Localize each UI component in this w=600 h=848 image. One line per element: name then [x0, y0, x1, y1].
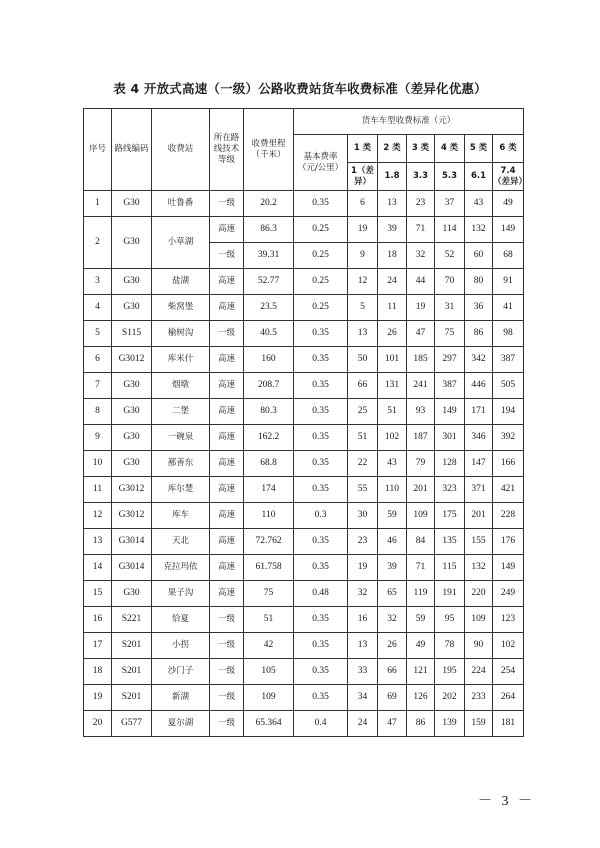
fee-class-1-cell: 34 [348, 685, 378, 711]
fee-class-5-cell: 132 [465, 555, 493, 581]
route-code-cell: S201 [112, 659, 152, 685]
fee-class-5-cell: 43 [465, 191, 493, 217]
header-class-1: 1 类 [348, 135, 378, 163]
fee-class-3-cell: 119 [407, 581, 435, 607]
mileage-cell: 110 [244, 503, 294, 529]
route-code-cell: G3014 [112, 555, 152, 581]
fee-class-4-cell: 31 [435, 295, 465, 321]
fee-class-5-cell: 109 [465, 607, 493, 633]
header-coef-6: 7.4（差异） [493, 163, 524, 191]
fee-class-4-cell: 175 [435, 503, 465, 529]
fee-class-5-cell: 342 [465, 347, 493, 373]
fee-class-6-cell: 181 [493, 711, 524, 737]
fee-class-3-cell: 59 [407, 607, 435, 633]
fee-class-2-cell: 18 [378, 243, 407, 269]
base-rate-cell: 0.4 [294, 711, 348, 737]
fee-class-2-cell: 110 [378, 477, 407, 503]
route-code-cell: S221 [112, 607, 152, 633]
base-rate-cell: 0.35 [294, 555, 348, 581]
fee-class-6-cell: 505 [493, 373, 524, 399]
station-cell: 新湖 [152, 685, 210, 711]
grade-cell: 高速 [210, 581, 244, 607]
base-rate-cell: 0.3 [294, 503, 348, 529]
fee-class-2-cell: 39 [378, 217, 407, 243]
station-cell: 库车 [152, 503, 210, 529]
seq-cell: 15 [84, 581, 112, 607]
header-class-2: 2 类 [378, 135, 407, 163]
page-number: － 3 － [478, 794, 535, 809]
grade-cell: 一级 [210, 321, 244, 347]
header-mileage: 收费里程（千米） [244, 109, 294, 191]
station-cell: 柴窝堡 [152, 295, 210, 321]
fee-class-2-cell: 69 [378, 685, 407, 711]
mileage-cell: 72.762 [244, 529, 294, 555]
station-cell: 天北 [152, 529, 210, 555]
fee-class-4-cell: 202 [435, 685, 465, 711]
station-cell: 沙门子 [152, 659, 210, 685]
table-row [84, 633, 524, 659]
table-row [84, 685, 524, 711]
mileage-cell: 160 [244, 347, 294, 373]
fee-class-6-cell: 392 [493, 425, 524, 451]
route-code-cell: G30 [112, 581, 152, 607]
fee-class-3-cell: 86 [407, 711, 435, 737]
seq-cell: 14 [84, 555, 112, 581]
fee-class-1-cell: 55 [348, 477, 378, 503]
station-cell: 吐鲁番 [152, 191, 210, 217]
fee-class-4-cell: 52 [435, 243, 465, 269]
header-coef-1: 1（差异） [348, 163, 378, 191]
fee-class-2-cell: 32 [378, 607, 407, 633]
fee-class-6-cell: 421 [493, 477, 524, 503]
fee-class-4-cell: 115 [435, 555, 465, 581]
header-class-3: 3 类 [407, 135, 435, 163]
mileage-cell: 42 [244, 633, 294, 659]
grade-cell: 高速 [210, 399, 244, 425]
fee-class-1-cell: 22 [348, 451, 378, 477]
fee-class-1-cell: 13 [348, 321, 378, 347]
fee-class-5-cell: 147 [465, 451, 493, 477]
fee-class-6-cell: 254 [493, 659, 524, 685]
base-rate-cell: 0.25 [294, 295, 348, 321]
fee-class-4-cell: 78 [435, 633, 465, 659]
fee-class-1-cell: 23 [348, 529, 378, 555]
fee-class-1-cell: 16 [348, 607, 378, 633]
base-rate-cell: 0.35 [294, 477, 348, 503]
route-code-cell: S201 [112, 633, 152, 659]
fee-class-3-cell: 44 [407, 269, 435, 295]
table-row [84, 503, 524, 529]
table-row [84, 347, 524, 373]
station-cell: 盐湖 [152, 269, 210, 295]
table-row [84, 217, 524, 243]
fee-class-5-cell: 60 [465, 243, 493, 269]
fee-class-2-cell: 102 [378, 425, 407, 451]
fee-class-1-cell: 32 [348, 581, 378, 607]
fee-class-2-cell: 26 [378, 633, 407, 659]
base-rate-cell: 0.35 [294, 451, 348, 477]
fee-class-1-cell: 19 [348, 555, 378, 581]
grade-cell: 高速 [210, 451, 244, 477]
base-rate-cell: 0.25 [294, 269, 348, 295]
header-route-code: 路线编码 [112, 109, 152, 191]
mileage-cell: 75 [244, 581, 294, 607]
grade-cell: 高速 [210, 347, 244, 373]
seq-cell: 3 [84, 269, 112, 295]
seq-cell: 4 [84, 295, 112, 321]
route-code-cell: S201 [112, 685, 152, 711]
seq-cell: 12 [84, 503, 112, 529]
fee-class-4-cell: 95 [435, 607, 465, 633]
table-title: 表 4 开放式高速（一级）公路收费站货车收费标准（差异化优惠） [113, 81, 487, 96]
fee-class-3-cell: 47 [407, 321, 435, 347]
fee-class-1-cell: 6 [348, 191, 378, 217]
seq-cell: 18 [84, 659, 112, 685]
route-code-cell: G30 [112, 425, 152, 451]
station-cell: 二堡 [152, 399, 210, 425]
mileage-cell: 20.2 [244, 191, 294, 217]
base-rate-cell: 0.25 [294, 217, 348, 243]
table-row [84, 451, 524, 477]
mileage-cell: 39.31 [244, 243, 294, 269]
header-class-5: 5 类 [465, 135, 493, 163]
fee-class-2-cell: 43 [378, 451, 407, 477]
fee-class-6-cell: 264 [493, 685, 524, 711]
header-class-4: 4 类 [435, 135, 465, 163]
station-cell: 鄯善东 [152, 451, 210, 477]
table-row [84, 529, 524, 555]
table-row [84, 321, 524, 347]
fee-class-5-cell: 201 [465, 503, 493, 529]
table-row [84, 555, 524, 581]
grade-cell: 高速 [210, 269, 244, 295]
fee-class-5-cell: 132 [465, 217, 493, 243]
fee-class-3-cell: 32 [407, 243, 435, 269]
seq-cell: 11 [84, 477, 112, 503]
fee-class-6-cell: 149 [493, 555, 524, 581]
base-rate-cell: 0.35 [294, 529, 348, 555]
fee-class-1-cell: 13 [348, 633, 378, 659]
fee-class-5-cell: 220 [465, 581, 493, 607]
fee-class-6-cell: 68 [493, 243, 524, 269]
table-row [84, 477, 524, 503]
route-code-cell: G30 [112, 399, 152, 425]
table-row [84, 373, 524, 399]
grade-cell: 高速 [210, 295, 244, 321]
fee-class-6-cell: 387 [493, 347, 524, 373]
fee-class-5-cell: 90 [465, 633, 493, 659]
seq-cell: 2 [84, 217, 112, 269]
header-seq: 序号 [84, 109, 112, 191]
fee-class-2-cell: 13 [378, 191, 407, 217]
mileage-cell: 208.7 [244, 373, 294, 399]
route-code-cell: G30 [112, 373, 152, 399]
grade-cell: 高速 [210, 477, 244, 503]
base-rate-cell: 0.35 [294, 373, 348, 399]
base-rate-cell: 0.35 [294, 321, 348, 347]
fee-class-4-cell: 301 [435, 425, 465, 451]
grade-cell: 一级 [210, 191, 244, 217]
fee-class-6-cell: 249 [493, 581, 524, 607]
fee-class-3-cell: 201 [407, 477, 435, 503]
fee-class-5-cell: 86 [465, 321, 493, 347]
mileage-cell: 23.5 [244, 295, 294, 321]
mileage-cell: 61.758 [244, 555, 294, 581]
mileage-cell: 52.77 [244, 269, 294, 295]
fee-class-2-cell: 101 [378, 347, 407, 373]
route-code-cell: G30 [112, 295, 152, 321]
route-code-cell: G3012 [112, 477, 152, 503]
base-rate-cell: 0.35 [294, 191, 348, 217]
grade-cell: 一级 [210, 711, 244, 737]
fee-class-6-cell: 228 [493, 503, 524, 529]
station-cell: 一碗泉 [152, 425, 210, 451]
station-cell: 榆树沟 [152, 321, 210, 347]
fee-class-1-cell: 30 [348, 503, 378, 529]
header-class-6: 6 类 [493, 135, 524, 163]
table-row [84, 295, 524, 321]
fee-class-3-cell: 71 [407, 555, 435, 581]
base-rate-cell: 0.48 [294, 581, 348, 607]
fee-class-2-cell: 131 [378, 373, 407, 399]
fee-class-4-cell: 135 [435, 529, 465, 555]
seq-cell: 9 [84, 425, 112, 451]
station-cell: 恰夏 [152, 607, 210, 633]
route-code-cell: G30 [112, 191, 152, 217]
grade-cell: 高速 [210, 217, 244, 243]
table-row [84, 607, 524, 633]
table-row [84, 399, 524, 425]
fee-class-2-cell: 39 [378, 555, 407, 581]
seq-cell: 16 [84, 607, 112, 633]
station-cell: 夏尔湖 [152, 711, 210, 737]
fee-class-1-cell: 50 [348, 347, 378, 373]
fee-class-2-cell: 26 [378, 321, 407, 347]
fee-class-1-cell: 5 [348, 295, 378, 321]
seq-cell: 1 [84, 191, 112, 217]
seq-cell: 6 [84, 347, 112, 373]
grade-cell: 一级 [210, 633, 244, 659]
station-cell: 小拐 [152, 633, 210, 659]
station-cell: 库尔楚 [152, 477, 210, 503]
fee-class-1-cell: 19 [348, 217, 378, 243]
fee-class-2-cell: 65 [378, 581, 407, 607]
fee-class-1-cell: 51 [348, 425, 378, 451]
station-cell: 克拉玛依 [152, 555, 210, 581]
grade-cell: 高速 [210, 503, 244, 529]
base-rate-cell: 0.35 [294, 347, 348, 373]
grade-cell: 一级 [210, 659, 244, 685]
fee-class-3-cell: 126 [407, 685, 435, 711]
route-code-cell: G3014 [112, 529, 152, 555]
grade-cell: 高速 [210, 425, 244, 451]
fee-class-2-cell: 11 [378, 295, 407, 321]
fee-class-1-cell: 33 [348, 659, 378, 685]
route-code-cell: G30 [112, 217, 152, 269]
fee-class-3-cell: 121 [407, 659, 435, 685]
seq-cell: 8 [84, 399, 112, 425]
fee-class-3-cell: 19 [407, 295, 435, 321]
fee-class-3-cell: 23 [407, 191, 435, 217]
header-grade: 所在路线技术等级 [210, 109, 244, 191]
fee-class-4-cell: 195 [435, 659, 465, 685]
seq-cell: 7 [84, 373, 112, 399]
mileage-cell: 40.5 [244, 321, 294, 347]
table-row [84, 269, 524, 295]
fee-class-6-cell: 41 [493, 295, 524, 321]
fee-class-1-cell: 12 [348, 269, 378, 295]
seq-cell: 20 [84, 711, 112, 737]
base-rate-cell: 0.35 [294, 425, 348, 451]
header-base-rate: 基本费率（元/公里） [294, 135, 348, 191]
seq-cell: 17 [84, 633, 112, 659]
base-rate-cell: 0.25 [294, 243, 348, 269]
fee-class-3-cell: 79 [407, 451, 435, 477]
fee-class-3-cell: 49 [407, 633, 435, 659]
mileage-cell: 65.364 [244, 711, 294, 737]
fee-class-3-cell: 241 [407, 373, 435, 399]
grade-cell: 高速 [210, 555, 244, 581]
fee-class-5-cell: 36 [465, 295, 493, 321]
fee-class-5-cell: 80 [465, 269, 493, 295]
table-row [84, 659, 524, 685]
fee-class-4-cell: 387 [435, 373, 465, 399]
fee-class-4-cell: 37 [435, 191, 465, 217]
base-rate-cell: 0.35 [294, 607, 348, 633]
fee-class-6-cell: 149 [493, 217, 524, 243]
fee-class-5-cell: 159 [465, 711, 493, 737]
fee-class-6-cell: 123 [493, 607, 524, 633]
fee-class-3-cell: 185 [407, 347, 435, 373]
station-cell: 烟墩 [152, 373, 210, 399]
fee-class-6-cell: 166 [493, 451, 524, 477]
fee-class-5-cell: 171 [465, 399, 493, 425]
fee-class-1-cell: 25 [348, 399, 378, 425]
fee-class-6-cell: 176 [493, 529, 524, 555]
header-coef-2: 1.8 [378, 163, 407, 191]
route-code-cell: G30 [112, 269, 152, 295]
fee-class-1-cell: 9 [348, 243, 378, 269]
route-code-cell: G577 [112, 711, 152, 737]
fee-class-2-cell: 46 [378, 529, 407, 555]
fee-class-5-cell: 233 [465, 685, 493, 711]
fee-class-1-cell: 66 [348, 373, 378, 399]
fee-class-2-cell: 51 [378, 399, 407, 425]
route-code-cell: G3012 [112, 503, 152, 529]
fee-class-5-cell: 346 [465, 425, 493, 451]
fee-class-6-cell: 194 [493, 399, 524, 425]
seq-cell: 19 [84, 685, 112, 711]
fee-class-4-cell: 114 [435, 217, 465, 243]
fee-class-2-cell: 66 [378, 659, 407, 685]
header-fee-group: 货车车型收费标准（元） [294, 109, 524, 135]
grade-cell: 一级 [210, 607, 244, 633]
mileage-cell: 105 [244, 659, 294, 685]
header-coef-5: 6.1 [465, 163, 493, 191]
base-rate-cell: 0.35 [294, 659, 348, 685]
fee-class-1-cell: 24 [348, 711, 378, 737]
fee-class-3-cell: 187 [407, 425, 435, 451]
base-rate-cell: 0.35 [294, 399, 348, 425]
table-row [84, 711, 524, 737]
fee-class-6-cell: 49 [493, 191, 524, 217]
route-code-cell: G30 [112, 451, 152, 477]
table-row [84, 191, 524, 217]
fee-class-3-cell: 84 [407, 529, 435, 555]
fee-class-2-cell: 59 [378, 503, 407, 529]
grade-cell: 高速 [210, 529, 244, 555]
fee-class-4-cell: 139 [435, 711, 465, 737]
fee-class-5-cell: 155 [465, 529, 493, 555]
header-coef-3: 3.3 [407, 163, 435, 191]
seq-cell: 13 [84, 529, 112, 555]
station-cell: 小草湖 [152, 217, 210, 269]
toll-table [83, 108, 528, 737]
seq-cell: 10 [84, 451, 112, 477]
fee-class-3-cell: 71 [407, 217, 435, 243]
station-cell: 果子沟 [152, 581, 210, 607]
grade-cell: 高速 [210, 373, 244, 399]
fee-class-5-cell: 446 [465, 373, 493, 399]
mileage-cell: 51 [244, 607, 294, 633]
base-rate-cell: 0.35 [294, 633, 348, 659]
fee-class-3-cell: 93 [407, 399, 435, 425]
header-coef-4: 5.3 [435, 163, 465, 191]
fee-class-6-cell: 102 [493, 633, 524, 659]
table-row [84, 425, 524, 451]
fee-class-4-cell: 75 [435, 321, 465, 347]
fee-class-5-cell: 371 [465, 477, 493, 503]
fee-class-4-cell: 149 [435, 399, 465, 425]
grade-cell: 一级 [210, 685, 244, 711]
fee-class-2-cell: 24 [378, 269, 407, 295]
fee-class-4-cell: 323 [435, 477, 465, 503]
fee-class-6-cell: 91 [493, 269, 524, 295]
fee-class-4-cell: 191 [435, 581, 465, 607]
route-code-cell: G3012 [112, 347, 152, 373]
fee-class-6-cell: 98 [493, 321, 524, 347]
mileage-cell: 174 [244, 477, 294, 503]
header-station: 收费站 [152, 109, 210, 191]
fee-class-5-cell: 224 [465, 659, 493, 685]
station-cell: 库米什 [152, 347, 210, 373]
mileage-cell: 80.3 [244, 399, 294, 425]
table-row [84, 581, 524, 607]
mileage-cell: 86.3 [244, 217, 294, 243]
fee-class-4-cell: 297 [435, 347, 465, 373]
mileage-cell: 68.8 [244, 451, 294, 477]
fee-class-4-cell: 70 [435, 269, 465, 295]
fee-class-4-cell: 128 [435, 451, 465, 477]
fee-class-3-cell: 109 [407, 503, 435, 529]
mileage-cell: 162.2 [244, 425, 294, 451]
seq-cell: 5 [84, 321, 112, 347]
grade-cell: 一级 [210, 243, 244, 269]
mileage-cell: 109 [244, 685, 294, 711]
route-code-cell: S115 [112, 321, 152, 347]
fee-class-2-cell: 47 [378, 711, 407, 737]
base-rate-cell: 0.35 [294, 685, 348, 711]
